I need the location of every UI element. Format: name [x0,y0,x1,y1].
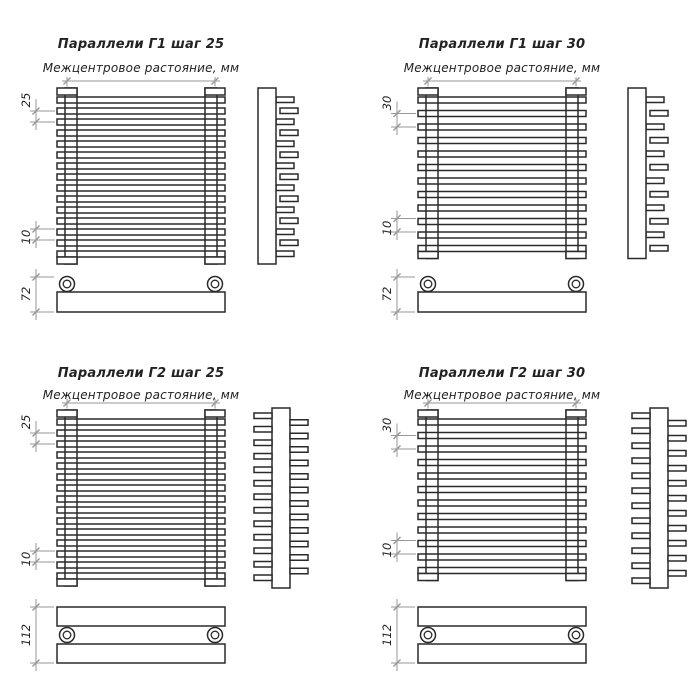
front-view [418,410,586,581]
dim-step-g1-25: 25 [19,92,33,108]
front-view [57,88,225,264]
panel-g2-30-title: Параллели Г2 шаг 30 [418,366,586,381]
bottom-view [57,607,225,663]
front-view [57,410,225,586]
dim-step-g2-25: 25 [19,414,33,430]
dimension-lines [391,399,581,671]
panel-g2-step-30-drawing [391,399,686,671]
panel-g2-step-25-drawing [30,399,308,671]
bottom-view [57,277,225,313]
dim-depth-g1-30: 72 [380,286,394,302]
dim-step-g1-30: 30 [380,95,394,111]
dim-tube-g2-30: 10 [380,542,394,558]
panel-g2-25-subtitle: Межцентровое растояние, мм [42,388,240,402]
panel-g1-25-subtitle: Межцентровое растояние, мм [42,61,240,75]
panel-g2-25-title: Параллели Г2 шаг 25 [57,366,225,381]
dim-tube-g1-30: 10 [380,220,394,236]
side-view [632,408,686,588]
panel-g1-30-title: Параллели Г1 шаг 30 [418,37,586,52]
panel-g1-step-30-drawing [391,77,668,320]
dim-step-g2-30: 30 [380,417,394,433]
side-view [258,88,298,264]
side-view [628,88,668,259]
panel-g1-30-subtitle: Межцентровое растояние, мм [403,61,601,75]
panel-g2-30-subtitle: Межцентровое растояние, мм [403,388,601,402]
panel-g1-step-25-drawing [30,77,298,320]
dim-depth-g1-25: 72 [19,286,33,302]
dim-tube-g2-25: 10 [19,551,33,567]
panel-g1-25-title: Параллели Г1 шаг 25 [57,37,225,52]
side-view [254,408,308,588]
dim-depth-g2-25: 112 [19,624,33,646]
front-view [418,88,586,259]
dim-depth-g2-30: 112 [380,624,394,646]
bottom-view [418,607,586,663]
dim-tube-g1-25: 10 [19,229,33,245]
bottom-view [418,277,586,313]
